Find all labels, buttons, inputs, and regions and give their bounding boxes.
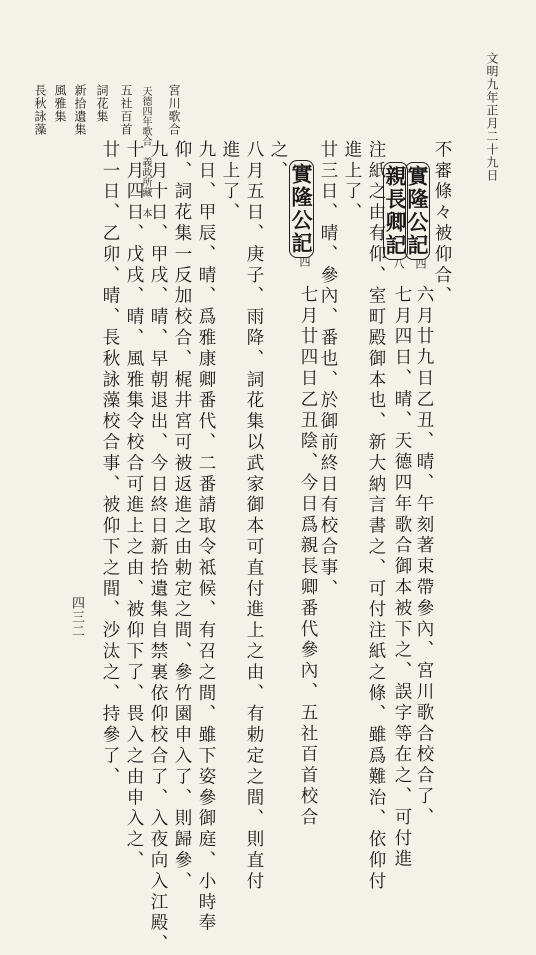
text-column-7: 七月廿四日乙丑陰、今日爲親長卿番代參內、五社百首校合: [298, 285, 318, 829]
text-column-6: 廿三日、晴、參內、番也、於御前終日有校合事、: [318, 140, 338, 600]
gloss-entry-5: 風雅集: [53, 84, 67, 123]
text-column-14: 十月四日、戊戌、晴、風雅集令校合可進上之由、被仰下了、畏入之由申入之、: [124, 140, 144, 872]
text-column-13: 九月十日、甲戌、晴、早朝退出、今日終日新拾遺集自禁裏依仰校合了、入夜向入江殿、: [148, 140, 168, 955]
gloss-entry-1-desc: 天德四年歌合 義政所藏 本: [140, 86, 151, 218]
gloss-entry-4: 新拾遺集: [73, 84, 87, 136]
text-column-5: 進上了、: [342, 140, 362, 224]
source-tag: 實隆公記: [289, 160, 314, 258]
gloss-entry-1: [168, 84, 180, 136]
page-number: 四三二: [69, 596, 84, 638]
running-header: 文明九年正月二十九日: [485, 52, 499, 182]
source-tag: 實隆公記: [405, 162, 430, 260]
gloss-term: 宮川歌合: [167, 84, 181, 136]
text-column-4: 注紙之由有仰、室町殿御本也、新大納言書之、可付注紙之條、雖爲難治、依仰付: [366, 140, 386, 893]
source-ref: 八: [392, 258, 405, 269]
source-ref: 四: [298, 256, 311, 267]
text-column-9: 八月五日、庚子、雨降、詞花集以武家御本可直付進上之由、有勅定之間、則直付: [244, 140, 264, 893]
text-column-10: 進上了、: [220, 140, 240, 224]
gloss-entry-2: 五社百首: [119, 84, 133, 136]
text-column-3: 七月四日、晴、天德四年歌合御本被下之、誤字等在之、可付進: [392, 285, 412, 871]
text-column-11: 九日、甲辰、晴、爲雅康卿番代、二番請取令祗候、有召之間、雖下姿參御庭、小時奉: [196, 140, 216, 935]
source-ref: 四: [414, 258, 427, 269]
source-tag: 親長卿記: [383, 162, 408, 260]
gloss-entry-6: 長秋詠藻: [33, 84, 47, 136]
gloss-entry-3: 詞花集: [95, 84, 109, 123]
text-column-8: 之、: [268, 140, 288, 182]
text-column-2: 六月廿九日乙丑、晴、午刻著束帶參內、宮川歌合校合了、: [414, 285, 434, 829]
text-column-12: 仰、詞花集一反加校合、梶井宮可被返進之由勅定之間、參竹園申入了、則歸參、: [172, 140, 192, 893]
text-column-1: 不審條々被仰合、: [432, 140, 452, 308]
text-column-15: 廿一日、乙卯、晴、長秋詠藻校合事、被仰下之間、沙汰之、持參了、: [100, 140, 120, 788]
